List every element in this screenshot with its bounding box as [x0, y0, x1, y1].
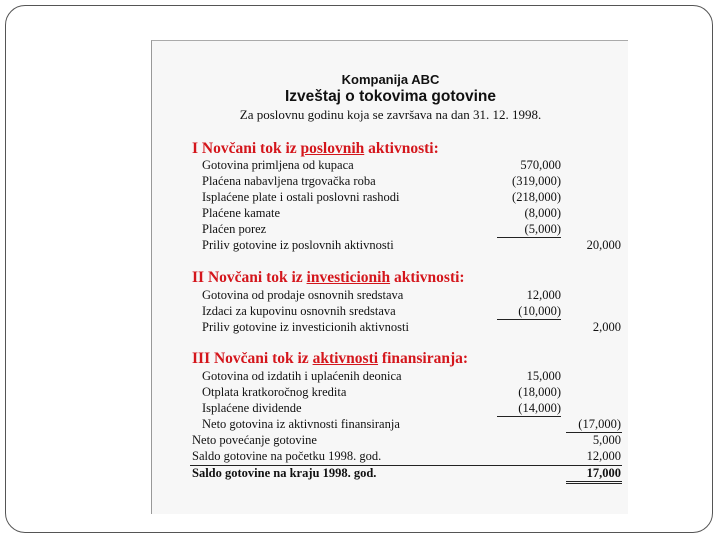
section-operating-heading: I Novčani tok iz poslovnih aktivnosti: — [192, 140, 439, 157]
summary-row: Neto povećanje gotovine 5,000 — [192, 433, 621, 447]
section-investing-heading: II Novčani tok iz investicionih aktivnosti: — [192, 269, 465, 286]
table-row: Gotovina od izdatih i uplaćenih deonica 15,000 — [202, 369, 561, 383]
total-double-rule-2 — [566, 483, 622, 484]
table-row: Otplata kratkoročnog kredita (18,000) — [202, 385, 561, 399]
cash-flow-statement — [151, 40, 628, 514]
table-row: Plaćena nabavljena trgovačka roba (319,000) — [202, 174, 561, 188]
table-row: Plaćen porez (5,000) — [202, 222, 561, 236]
total-double-rule-1 — [566, 481, 622, 482]
table-row: Plaćene kamate (8,000) — [202, 206, 561, 220]
table-row: Isplaćene plate i ostali poslovni rashodi (218,000) — [202, 190, 561, 204]
table-row: Priliv gotovine iz poslovnih aktivnosti 20,000 — [202, 238, 621, 252]
table-row: Gotovina od prodaje osnovnih sredstava 12,000 — [202, 288, 561, 302]
section-financing-heading: III Novčani tok iz aktivnosti finansiranja: — [192, 350, 469, 367]
table-row: Gotovina primljena od kupaca 570,000 — [202, 158, 561, 172]
company-name: Kompanija ABC — [341, 72, 440, 87]
table-row: Priliv gotovine iz investicionih aktivnosti 2,000 — [202, 320, 621, 334]
statement-title: Izveštaj o tokovima gotovine — [284, 88, 497, 105]
summary-row: Saldo gotovine na početku 1998. god. 12,000 — [192, 449, 621, 463]
table-row: Neto gotovina iz aktivnosti finansiranja (17,000) — [202, 417, 621, 431]
statement-period: Za poslovnu godinu koja se završava na dan 31. 12. 1998. — [239, 107, 542, 122]
table-row: Isplaćene dividende (14,000) — [202, 401, 561, 415]
table-row: Izdaci za kupovinu osnovnih sredstava (10,000) — [202, 304, 561, 318]
summary-row-final: Saldo gotovine na kraju 1998. god. 17,000 — [192, 466, 621, 480]
